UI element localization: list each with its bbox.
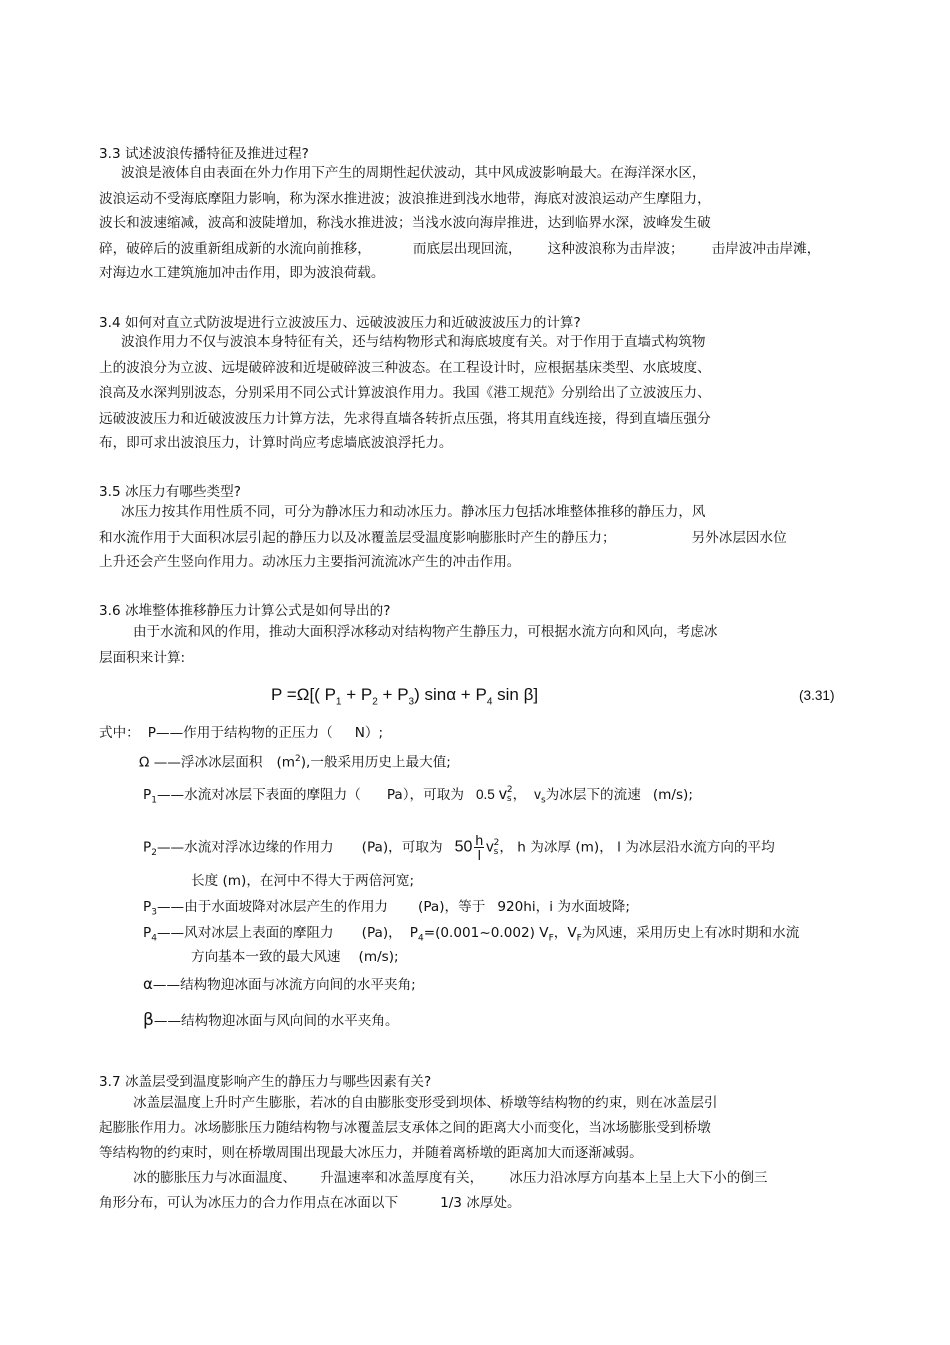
heading-3-7: 3.7 冰盖层受到温度影响产生的静压力与哪些因素有关? (99, 1074, 432, 1090)
p4-def-text: ——风对冰层上表面的摩阻力 (156, 925, 334, 941)
alpha-def-text: ——结构物迎冰面与冰流方向间的水平夹角; (152, 977, 416, 993)
eq-omega: Ω (296, 685, 310, 704)
p2-fraction (474, 833, 484, 862)
p4-symbol: P (143, 925, 152, 941)
p2-definition (143, 833, 775, 864)
p1-velocity: v (498, 786, 507, 803)
p-definition: P——作用于结构物的正压力（ (147, 725, 333, 741)
p4-sub: 4 (151, 933, 157, 944)
para-3-6-line-1: 由于水流和风的作用，推动大面积浮冰移动对结构物产生静压力，可根据水流方向和风向，考虑冰 (133, 624, 718, 640)
p1-vs-sub: s (540, 795, 546, 806)
p4-formula-sub2: F (548, 933, 554, 944)
eq-p3-sub: 3 (408, 696, 415, 708)
para-3-3-line-2: 波浪运动不受海底摩阻力影响，称为深水推进波；波浪推进到浅水地带，海底对波浪运动产生摩阻力， (99, 191, 711, 207)
para-3-3-line-4-part-d: 击岸波冲击岸滩， (711, 241, 821, 257)
p1-sub: 1 (151, 795, 157, 806)
p1-comma: ， (512, 787, 527, 803)
p4-unit: (Pa)， (361, 925, 402, 941)
eq-lhs: P (271, 685, 283, 704)
para-3-5-line-3: 上升还会产生竖向作用力。动冰压力主要指河流流冰产生的冲击作用。 (99, 554, 521, 570)
para-3-5-line-1: 冰压力按其作用性质不同，可分为静冰压力和动冰压力。静冰压力包括冰堆整体推移的静压力，风 (121, 504, 706, 520)
equation-3-31 (271, 684, 538, 713)
beta-definition (143, 1011, 399, 1030)
alpha-definition (143, 975, 416, 994)
eq-sin-2: sin (497, 685, 519, 704)
p1-definition (143, 786, 693, 810)
omega-unit-pre: (m (276, 754, 296, 771)
p2-sub: 2 (151, 848, 157, 859)
para-3-7-line-2: 起膨胀作用力。冰场膨胀压力随结构物与冰覆盖层支承体之间的距离大小而变化，当冰场膨胀受到桥墩 (99, 1120, 711, 1136)
p3-unit: (Pa)，等于 (418, 899, 486, 915)
p4-formula-pre: P (409, 925, 418, 941)
heading-3-6: 3.6 冰堆整体推移静压力计算公式是如何导出的? (99, 603, 391, 619)
para-3-6-line-2: 层面积来计算: (99, 650, 186, 666)
p3-symbol: P (143, 899, 152, 915)
para-3-5-line-2 (99, 529, 787, 547)
eq-plus-1: + (346, 685, 357, 704)
p4-vf: V (567, 925, 577, 941)
para-3-4-line-2: 上的波浪分为立波、远堤破碎波和近堤破碎波三种波态。在工程设计时，应根据基床类型、水底坡度、 (99, 360, 711, 376)
p3-value: 920hi，i 为水面坡降; (497, 899, 630, 915)
eq-equals: = (286, 685, 297, 704)
para-3-3-line-4 (99, 240, 820, 258)
p3-definition (143, 898, 630, 922)
p2-h-definition: ， h 为冰厚 (m)， l 为冰层沿水流方向的平均 (499, 839, 775, 856)
para-3-7-line-4-part-a: 冰的膨胀压力与冰面温度、 (133, 1170, 297, 1186)
eq-open-bracket: [( (309, 685, 320, 704)
para-3-4-line-3: 浪高及水深判别波态，分别采用不同公式计算波浪作用力。我国《港工规范》分别给出了立波波压力、 (99, 385, 711, 401)
p4-comma: ， (553, 925, 568, 941)
para-3-7-line-4-part-b: 升温速率和冰盖厚度有关， (320, 1170, 484, 1186)
para-3-7-line-3: 等结构物的约束时，则在桥墩周围出现最大冰压力，并随着离桥墩的距离加大而逐渐减弱。 (99, 1145, 643, 1161)
p4-vf-sub: F (576, 933, 582, 944)
where-p-line (99, 724, 383, 742)
p4-tail: 为风速，采用历史上有冰时期和水流 (581, 925, 800, 941)
p2-velocity: v (486, 838, 494, 856)
heading-3-5: 3.5 冰压力有哪些类型? (99, 484, 241, 500)
eq-plus-3: + (460, 685, 471, 704)
eq-p4-sub: 4 (486, 696, 493, 708)
p2-symbol: P (143, 839, 152, 856)
eq-p2-sub: 2 (372, 696, 378, 708)
para-3-7-line-5-part-b: 1/3 冰厚处。 (440, 1195, 521, 1211)
eq-close-paren: ) (414, 685, 420, 704)
p3-def-text: ——由于水面坡降对冰层产生的作用力 (156, 899, 389, 915)
eq-p2: P (360, 685, 373, 704)
para-3-5-line-2-part-a: 和水流作用于大面积冰层引起的静压力以及冰覆盖层受温度影响膨胀时产生的静压力； (99, 530, 616, 546)
para-3-4-line-5: 布，即可求出波浪压力，计算时尚应考虑墙底波浪浮托力。 (99, 435, 453, 451)
p2-def-text: ——水流对浮冰边缘的作用力 (156, 839, 334, 856)
p4-formula-post: =(0.001~0.002) V (423, 925, 549, 941)
p4-cont-unit: (m/s); (358, 949, 399, 965)
equation-number: (3.31) (799, 688, 835, 703)
para-3-3-line-4-part-b: 而底层出现回流， (412, 241, 522, 257)
heading-3-4: 3.4 如何对直立式防波堤进行立波波压力、远破波波压力和近破波波压力的计算? (99, 315, 581, 331)
p1-def-text: ——水流对冰层下表面的摩阻力（ (156, 787, 361, 803)
eq-plus-2: + (382, 685, 393, 704)
alpha-symbol: α (143, 975, 153, 993)
eq-p1: P (324, 685, 336, 704)
p2-continuation: 长度 (m)，在河中不得大于两倍河宽; (191, 873, 415, 889)
para-3-4-line-4: 远破波波压力和近破波波压力计算方法，先求得直墙各转折点压强，将其用直线连接，得到直墙压强分 (99, 411, 711, 427)
p2-velocity-sup: 2 (493, 837, 500, 848)
omega-def-text: Ω ——浮冰冰层面积 (139, 754, 263, 771)
p1-coefficient: 0.5 (475, 787, 495, 802)
p1-velocity-sup: 2 (506, 785, 513, 795)
omega-unit-sup: 2 (295, 754, 301, 764)
p2-fraction-num: h (475, 832, 484, 848)
para-3-3-line-4-part-c: 这种波浪称为击岸波； (547, 241, 684, 257)
p1-unit: Pa），可取为 (386, 787, 464, 803)
p1-symbol: P (143, 787, 152, 803)
eq-sin-1: sin (424, 685, 447, 704)
p2-coefficient: 50 (454, 838, 473, 856)
para-3-7-line-1: 冰盖层温度上升时产生膨胀，若冰的自由膨胀变形受到坝体、桥墩等结构物的约束，则在冰盖层引 (133, 1095, 718, 1111)
para-3-7-line-4-part-c: 冰压力沿冰厚方向基本上呈上大下小的倒三 (509, 1170, 768, 1186)
p1-tail-unit: (m/s); (652, 787, 693, 803)
where-label: 式中： (99, 725, 140, 741)
eq-p3: P (397, 685, 409, 704)
p4-formula-sub: 4 (417, 933, 424, 944)
omega-definition (139, 750, 451, 772)
p3-sub: 3 (151, 907, 157, 918)
para-3-4-line-1: 波浪作用力不仅与波浪本身特征有关，还与结构物形式和海底坡度有关。对于作用于直墙式构筑物 (121, 334, 706, 350)
para-3-7-line-5-part-a: 角形分布，可认为冰压力的合力作用点在冰面以下 (99, 1195, 399, 1211)
para-3-3-line-3: 波长和波速缩减，波高和波陡增加，称浅水推进波；当浅水波向海岸推进，达到临界水深，波峰发生破 (99, 215, 711, 231)
para-3-3-line-4-part-a: 碎，破碎后的波重新组成新的水流向前推移， (99, 241, 371, 257)
eq-close-bracket: ] (533, 685, 539, 704)
p2-unit: (Pa)，可取为 (361, 839, 443, 856)
p-unit: N）; (354, 725, 384, 741)
beta-symbol: β (143, 1010, 154, 1030)
omega-unit-post: ),一般采用历史上最大值; (300, 754, 451, 771)
p4-cont-text: 方向基本一致的最大风速 (191, 949, 341, 965)
beta-def-text: ——结构物迎冰面与风向间的水平夹角。 (153, 1013, 399, 1029)
eq-beta: β (523, 685, 534, 704)
p1-velocity-sub: s (506, 794, 512, 804)
para-3-3-line-1: 波浪是液体自由表面在外力作用下产生的周期性起伏波动，其中风成波影响最大。在海洋深水区， (121, 165, 706, 181)
p2-fraction-den: l (477, 847, 481, 863)
p4-continuation (191, 948, 399, 966)
p2-velocity-sub: s (493, 846, 499, 857)
p1-vs: v (534, 787, 541, 802)
para-3-7-line-5 (99, 1194, 521, 1212)
heading-3-3: 3.3 试述波浪传播特征及推进过程? (99, 146, 309, 162)
para-3-7-line-4 (133, 1169, 768, 1187)
eq-p4: P (475, 685, 487, 704)
eq-alpha: α (446, 685, 457, 704)
p1-tail: 为冰层下的流速 (545, 787, 641, 803)
para-3-3-line-5: 对海边水工建筑施加冲击作用，即为波浪荷载。 (99, 265, 385, 281)
eq-p1-sub: 1 (335, 696, 342, 708)
p4-definition (143, 924, 799, 948)
para-3-5-line-2-part-b: 另外冰层因水位 (691, 530, 787, 546)
